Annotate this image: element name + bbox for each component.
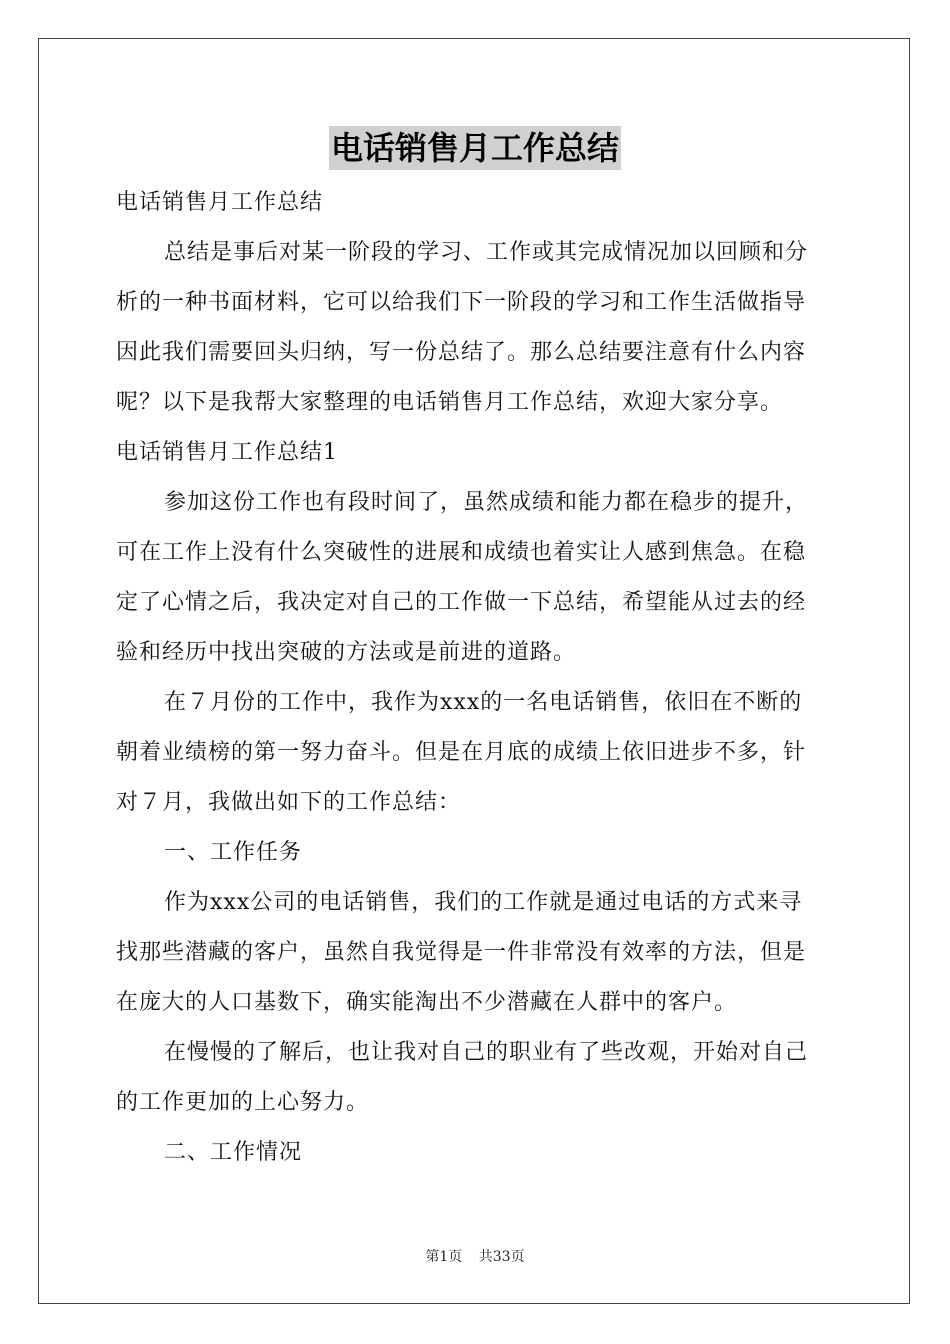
- paragraph-line: 参加这份工作也有段时间了，虽然成绩和能力都在稳步的提升，: [164, 490, 809, 515]
- document-subtitle: 电话销售月工作总结: [116, 190, 324, 215]
- intro-line: 因此我们需要回头归纳，写一份总结了。那么总结要注意有什么内容: [116, 340, 807, 365]
- paragraph-line: 的工作更加的上心努力。: [116, 1090, 370, 1115]
- intro-line: 总结是事后对某一阶段的学习、工作或其完成情况加以回顾和分: [164, 240, 809, 265]
- paragraph-line: 在庞大的人口基数下，确实能淘出不少潜藏在人群中的客户。: [116, 990, 738, 1015]
- intro-line: 呢？以下是我帮大家整理的电话销售月工作总结，欢迎大家分享。: [116, 390, 784, 415]
- title-container: [0, 126, 950, 170]
- subheading-task: 一、工作任务: [164, 840, 303, 865]
- paragraph-line: 定了心情之后，我决定对自己的工作做一下总结，希望能从过去的经: [116, 590, 807, 615]
- section-heading: 电话销售月工作总结1: [116, 440, 338, 465]
- paragraph-line: 在７月份的工作中，我作为xxx的一名电话销售，依旧在不断的: [164, 690, 803, 715]
- intro-line: 析的一种书面材料，它可以给我们下一阶段的学习和工作生活做指导: [116, 290, 807, 315]
- paragraph-line: 找那些潜藏的客户，虽然自我觉得是一件非常没有效率的方法，但是: [116, 940, 807, 965]
- paragraph-line: 对７月，我做出如下的工作总结：: [116, 790, 462, 815]
- page-total: 共33页: [478, 1249, 525, 1265]
- page-footer: [0, 1246, 950, 1266]
- paragraph-line: 作为xxx公司的电话销售，我们的工作就是通过电话的方式来寻: [164, 890, 803, 915]
- page-number: 第1页: [425, 1249, 463, 1265]
- document-body: [116, 178, 834, 1178]
- paragraph-line: 验和经历中找出突破的方法或是前进的道路。: [116, 640, 577, 665]
- paragraph-line: 朝着业绩榜的第一努力奋斗。但是在月底的成绩上依旧进步不多，针: [116, 740, 807, 765]
- subheading-situation: 二、工作情况: [164, 1140, 303, 1165]
- document-title: 电话销售月工作总结: [329, 126, 621, 170]
- paragraph-line: 在慢慢的了解后，也让我对自己的职业有了些改观，开始对自己: [164, 1040, 809, 1065]
- paragraph-line: 可在工作上没有什么突破性的进展和成绩也着实让人感到焦急。在稳: [116, 540, 807, 565]
